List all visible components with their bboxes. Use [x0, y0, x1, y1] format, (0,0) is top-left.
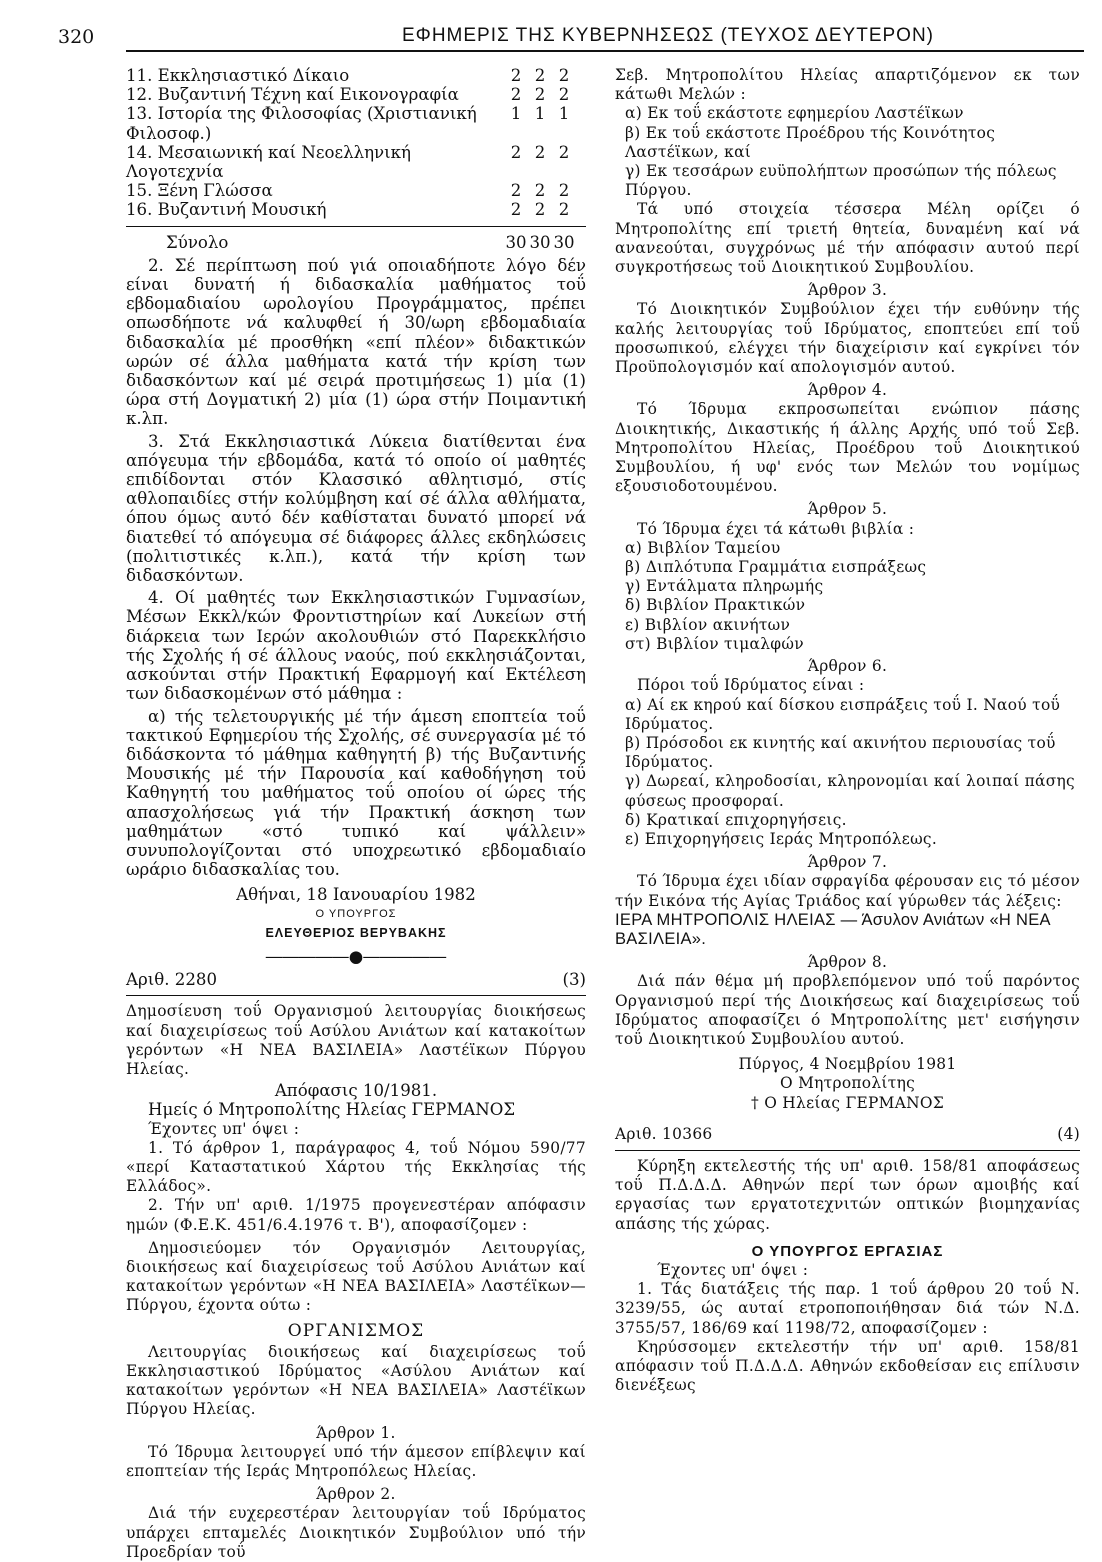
publication-title: Δημοσίευση τοΰ Οργανισμού λειτουργίας διοικήσεως καί διαχειρίσεως τοΰ Ασύλου Ανιάτων καί κατακοίτων γερόντων «Η ΝΕΑ ΒΑΣΙΛΕΙΑ» Λαστέϊκων Πύργου Ηλείας. [126, 1002, 586, 1078]
course-name: 11. Εκκλησιαστικό Δίκαιο [126, 66, 350, 85]
hours-b: 2 [534, 142, 546, 162]
article-7-heading: Άρθρον 7. [807, 853, 888, 872]
article-3-heading: Άρθρον 3. [807, 281, 888, 300]
reference-index: (3) [562, 970, 586, 990]
reference-rule [126, 995, 586, 996]
reference-number: Αριθ. 10366 [615, 1124, 713, 1143]
total-a: 30 [505, 232, 527, 252]
course-name: 16. Βυζαντινή Μουσική [126, 200, 327, 220]
book-item: στ) Βιβλίον τιμαλφών [625, 634, 804, 653]
course-row [126, 66, 576, 85]
course-row [126, 143, 576, 181]
book-item: γ) Εντάλματα πληρωμής [625, 577, 824, 596]
course-name: 14. Μεσαιωνική καί Νεοελληνική Λογοτεχνία [126, 142, 411, 182]
page-header [0, 0, 1102, 50]
total-label: Σύνολο [166, 232, 229, 252]
hours-c: 2 [558, 181, 570, 201]
resource-item: α) Αί εκ κηρού καί δίσκου εισπράξεις τοΰ Ι. Ναού τοΰ Ιδρύματος. [625, 695, 1061, 733]
article-2-text: Διά τήν ευχερεστέραν λειτουργίαν τοΰ Ιδρύματος υπάρχει επταμελές Διοικητικόν Συμβούλιον υπό τήν Προεδρίαν τοΰ [126, 1504, 586, 1561]
reference-number: Αριθ. 2280 [126, 970, 218, 990]
total-b: 30 [529, 232, 551, 252]
resource-item: β) Πρόσοδοι εκ κινητής καί ακινήτου περιουσίας τοΰ Ιδρύματος. [625, 733, 1056, 772]
hours-a: 2 [510, 181, 522, 201]
hours-c: 2 [558, 66, 570, 85]
course-row [126, 85, 576, 104]
enforcement-title: Κύρηξη εκτελεστής τής υπ' αριθ. 158/81 αποφάσεως τοΰ Π.Δ.Δ.Δ. Αθηνών περί των όρων αμοιβής καί εργασίας των εργατοτεχνιτών οπτικών βιομηχανίας απάσης τής χώρας. [615, 1156, 1080, 1233]
article-1-heading: Άρθρον 1. [316, 1423, 396, 1442]
reference-4 [615, 1125, 1080, 1144]
course-row [126, 200, 576, 219]
reference-rule [615, 1150, 1080, 1151]
reference-3 [126, 970, 586, 989]
member-item: α) Εκ τοΰ εκάστοτε εφημερίου Λαστέϊκων [625, 104, 964, 123]
hours-a: 2 [510, 85, 522, 105]
article-5-heading: Άρθρον 5. [807, 500, 888, 519]
date-pyrgos: Πύργος, 4 Νοεμβρίου 1981 [738, 1055, 957, 1074]
resource-item: ε) Επιχορηγήσεις Ιεράς Μητροπόλεως. [625, 829, 938, 848]
left-column [126, 66, 586, 1562]
member-item: γ) Εκ τεσσάρων ευϋπολήπτων προσώπων τής πόλεως Πύργου. [625, 162, 1057, 200]
paragraph-2: 2. Σέ περίπτωση πού γιά οποιαδήποτε λόγο δέν είναι δυνατή ή διδασκαλία μαθήματος τοΰ εβδομαδιαίου ωρολογίου Προγράμματος, πρέπει οπωσδήποτε νά καλυφθεί ή 30/ωρη εβδομαδιαία διδασκαλία μέ προσθήκη «επί πλέον» διδακτικών ωρών σέ άλλα μαθήματα κατά τήν κρίση των διδασκόντων καί μέ σειρά προτιμήσεως 1) μία (1) ώρα στή Δογματική 2) μία (1) ώρα στήν Ποιμαντική κ.λπ. [126, 255, 586, 429]
article-4-heading: Άρθρον 4. [807, 381, 888, 400]
article-5-text: Τό Ίδρυμα έχει τά κάτωθι βιβλία : [637, 519, 915, 538]
member-item: β) Εκ τοΰ εκάστοτε Προέδρου τής Κοινότητος Λαστέϊκων, καί [625, 123, 996, 161]
article-6-heading: Άρθρον 6. [807, 657, 888, 676]
having-in-view: Έχοντες υπ' όψει : [657, 1260, 809, 1279]
hours-b: 2 [534, 85, 546, 105]
resources-list [615, 696, 1080, 850]
article-8-heading: Άρθρον 8. [807, 953, 888, 972]
hours-c: 1 [558, 104, 570, 124]
hours-b: 2 [534, 181, 546, 201]
hours-a: 2 [510, 200, 522, 220]
hours-a: 2 [510, 66, 522, 85]
right-column [615, 66, 1080, 1395]
gazette-title: ΕΦΗΜΕΡΙΣ ΤΗΣ ΚΥΒΕΡΝΗΣΕΩΣ (ΤΕΥΧΟΣ ΔΕΥΤΕΡΟΝ) [401, 25, 934, 46]
article-2-heading: Άρθρον 2. [316, 1485, 396, 1504]
minister-label: Ο ΥΠΟΥΡΓΟΣ [315, 907, 397, 920]
council-members-list [615, 104, 1080, 200]
hours-b: 1 [534, 104, 546, 124]
having-in-view: Έχοντες υπ' όψει : [148, 1119, 300, 1138]
minister-name: ΕΛΕΥΘΕΡΙΟΣ ΒΕΡΥΒΑΚΗΣ [265, 925, 447, 940]
article-6-text: Πόροι τοΰ Ιδρύματος είναι : [637, 676, 865, 695]
seal-inscription: ΙΕΡΑ ΜΗΤΡΟΠΟΛΙΣ ΗΛΕΙΑΣ — Άσυλον Ανιάτων «Η ΝΕΑ ΒΑΣΙΛΕΙΑ». [615, 910, 1050, 948]
book-item: α) Βιβλίον Ταμείου [625, 538, 781, 557]
book-item: ε) Βιβλίον ακινήτων [625, 615, 791, 634]
declaration: Κηρύσσομεν εκτελεστήν τήν υπ' αριθ. 158/81 απόφασιν τοΰ Π.Δ.Δ.Δ. Αθηνών εκδοθείσαν εις επίλυσιν διενέξεως [615, 1337, 1080, 1395]
issuer: Ημείς ό Μητροπολίτης Ηλείας ΓΕΡΜΑΝΟΣ [148, 1100, 516, 1120]
course-hours-table [126, 66, 576, 220]
signature-rule: ―――――●――――― [265, 946, 447, 966]
signatory-title: Ο Μητροπολίτης [779, 1074, 916, 1093]
organisation-title: ΟΡΓΑΝΙΣΜΟΣ [287, 1320, 425, 1341]
article-4-text: Τό Ίδρυμα εκπροσωπείται ενώπιον πάσης Διοικητικής, Δικαστικής ή άλλης Αρχής υπό τοΰ Σεβ. Μητροπολίτου Ηλείας, Προέδρου τοΰ Διοικητικού Συμβουλίου, ή υφ' ενός των Μελών του νομίμως εξουσιοδοτουμένου. [615, 400, 1080, 496]
course-name: 12. Βυζαντινή Τέχνη καί Εικονογραφία [126, 85, 459, 105]
hours-a: 1 [510, 104, 522, 124]
header-rule [126, 50, 1084, 52]
decision-number: Απόφασις 10/1981. [274, 1081, 438, 1101]
course-name: 15. Ξένη Γλώσσα [126, 181, 273, 201]
table-rule [126, 226, 586, 227]
resource-item: γ) Δωρεαί, κληροδοσίαι, κληρονομίαι καί λοιπαί πάσης φύσεως προσφοραί. [625, 772, 1075, 810]
reference-index: (4) [1057, 1124, 1080, 1143]
organisation-subtitle: Λειτουργίας διοικήσεως καί διαχειρίσεως τοΰ Εκκλησιαστικού Ιδρύματος «Ασύλου Ανιάτων καί κατακοίτων γερόντων «Η ΝΕΑ ΒΑΣΙΛΕΙΑ» Λαστέϊκων Πύργου Ηλείας. [126, 1342, 586, 1419]
book-item: β) Διπλότυπα Γραμμάτια εισπράξεως [625, 558, 927, 577]
books-list [615, 539, 1080, 654]
council-members-intro: Σεβ. Μητροπολίτου Ηλείας απαρτιζόμενον εκ των κάτωθι Μελών : [615, 66, 1080, 104]
hours-b: 2 [534, 200, 546, 220]
consideration-2: 2. Τήν υπ' αριθ. 1/1975 προγενεστέραν απόφασιν ημών (Φ.Ε.Κ. 451/6.4.1976 τ. Β'), αποφασίζομεν : [126, 1196, 586, 1234]
paragraph-3: 3. Στά Εκκλησιαστικά Λύκεια διατίθενται ένα απόγευμα τήν εβδομάδα, κατά τό οποίο οί μαθητές επιδίδονται στόν Κλασσικό αθλητισμό, στίς αθλοπαιδίες στήν κολύμβηση καί σέ άλλα αθλήματα, όπου όμως αυτό δέν καθίσταται δυνατό μπορεί νά διατεθεί τό απόγευμα σέ διάφορες άλλες εκδηλώσεις (πολιτιστικές κ.λπ.), κατά τήν κρίση των διδασκόντων. [126, 431, 586, 586]
article-1-text: Τό Ίδρυμα λειτουργεί υπό τήν άμεσον επίβλεψιν καί εποπτείαν τής Ιεράς Μητροπόλεως Ηλείας. [126, 1442, 586, 1481]
date-athens: Αθήναι, 18 Ιανουαρίου 1982 [236, 885, 476, 905]
course-name: 13. Ιστορία της Φιλοσοφίας (Χριστιανική Φιλοσοφ.) [126, 104, 477, 143]
hours-c: 2 [558, 85, 570, 105]
course-row [126, 181, 576, 200]
publish-statement: Δημοσιεύομεν τόν Οργανισμόν Λειτουργίας, διοικήσεως καί διαχειρίσεως τοΰ Ασύλου Ανιάτων καί κατακοίτων γερόντων «Η ΝΕΑ ΒΑΣΙΛΕΙΑ» Λαστέϊκων—Πύργου, έχοντα ούτω : [126, 1238, 586, 1315]
signatory-name: † Ο Ηλείας ΓΕΡΜΑΝΟΣ [751, 1093, 944, 1112]
article-3-text: Τό Διοικητικόν Συμβούλιον έχει τήν ευθύνην τής καλής λειτουργίας τοΰ Ιδρύματος, εποπτεύει επί τοΰ προσωπικού, ελέγχει τήν διαχείρισιν καί εγκρίνει τόν Προϋπολογισμόν καί απολογισμόν αυτού. [615, 300, 1080, 377]
consideration-1: 1. Τό άρθρον 1, παράγραφος 4, τοΰ Νόμου 590/77 «περί Καταστατικού Χάρτου τής Εκκλησίας τής Ελλάδος». [126, 1138, 586, 1196]
page-number: 320 [58, 26, 95, 48]
course-row [126, 104, 576, 142]
members-term: Τά υπό στοιχεία τέσσερα Μέλη ορίζει ό Μητροπολίτης επί τριετή θητεία, δυναμένη καί νά ανανεούται, συγχρόνως μέ τήν απόφασιν αυτού περί συγκροτήσεως τοΰ Διοικητικού Συμβουλίου. [615, 200, 1080, 277]
article-8-text: Διά πάν θέμα μή προβλεπόμενον υπό τοΰ παρόντος Οργανισμού περί τής Διοικήσεως καί διαχειρίσεως τοΰ Ιδρύματος αποφασίζει ό Μητροπολίτης μετ' εισήγησιν τοΰ Διοικητικού Συμβουλίου αυτού. [615, 972, 1080, 1048]
total-c: 30 [553, 232, 575, 252]
paragraph-4: 4. Οί μαθητές των Εκκλησιαστικών Γυμνασίων, Μέσων Εκκλ/κών Φροντιστηρίων καί Λυκείων στή διάρκεια των Ιερών ακολουθιών στό Παρεκκλήσιο τής Σχολής ή σέ άλλους ναούς, πού εκκλησιάζονται, ασκούνται στήν Πρακτική Εφαρμογή καί Εκτέλεση των διδασκομένων στό μάθημα : [126, 588, 586, 704]
hours-c: 2 [558, 142, 570, 162]
ministry-heading: Ο ΥΠΟΥΡΓΟΣ ΕΡΓΑΣΙΑΣ [751, 1242, 944, 1260]
book-item: δ) Βιβλίον Πρακτικών [625, 596, 806, 615]
provision-1: 1. Τάς διατάξεις τής παρ. 1 τοΰ άρθρου 20 τοΰ Ν. 3239/55, ώς αυταί ετροποποιήθησαν διά τών Ν.Δ. 3755/57, 186/69 καί 1198/72, αποφασίζομεν : [615, 1280, 1080, 1337]
paragraph-4-items: α) τής τελετουργικής μέ τήν άμεση εποπτεία τοΰ τακτικού Εφημερίου τής Σχολής, σέ συνεργασία μέ τό διδάσκοντα τό μάθημα καθηγητή β) τής Βυζαντινής Μουσικής μέ τήν Παρουσία καί καθοδήγηση τοΰ Καθηγητή του μαθήματος τοΰ οποίου οί ώρες τής απασχολήσεως γιά τήν Πρακτική άσκηση των μαθημάτων «στό τυπικό καί ψάλλειν» συνυπολογίζονται στό υποχρεωτικό εβδομαδιαίο ωράριο διδασκαλίας του. [126, 706, 586, 880]
hours-c: 2 [558, 200, 570, 220]
hours-a: 2 [510, 142, 522, 162]
article-7-text: Τό Ίδρυμα έχει ιδίαν σφραγίδα φέρουσαν εις τό μέσον τήν Εικόνα τής Αγίας Τριάδος καί γύρωθεν τάς λέξεις: [615, 872, 1080, 910]
hours-b: 2 [534, 66, 546, 85]
resource-item: δ) Κρατικαί επιχορηγήσεις. [625, 810, 847, 829]
total-row [126, 233, 576, 252]
